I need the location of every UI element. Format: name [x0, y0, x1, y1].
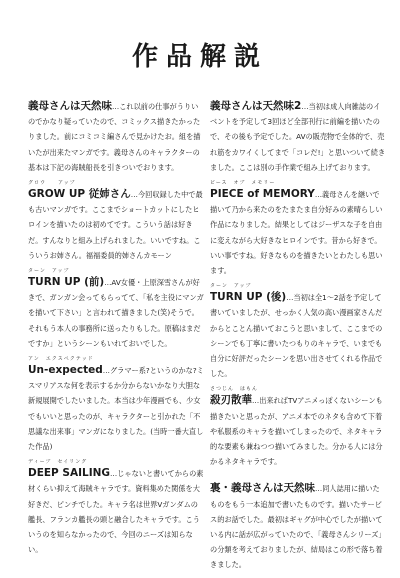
entry-heading: PIECE of MEMORY — [210, 188, 315, 201]
entry-text: …今回収録した中で最も古いマンガです。ここまでショートカットにしたヒロインを描いたのは初めてです。こういう話は好きだ。すんなりと組み上げられました。いいですね。こういうお姉さん。福福委員的姉さんカモーン — [28, 190, 203, 260]
entry-8 — [210, 283, 386, 380]
entry-9 — [210, 386, 386, 468]
left-column — [28, 92, 204, 562]
entry-heading: DEEP SAILING — [28, 467, 111, 480]
entry-4 — [28, 356, 204, 453]
entry-heading: 義母さんは天然味 — [28, 100, 112, 112]
entry-3 — [28, 268, 204, 350]
entry-1 — [28, 92, 204, 174]
entry-text: …当初は成人向雑誌のイベントを予定して3回ほど全部刊行に前編を描いたので、その後も予定でした。AVの販売物で全体的で、売れ筋をカワイくしてまで「コレだ!」と思いついて続きました。ここは別の手作業で組み上げております。 — [210, 102, 386, 172]
entry-heading: 殺刃散華 — [210, 394, 252, 407]
entry-text: …じゃないと書いてからの素材くらい抑えて海賊キャラです。資料集めた関係を大好きだ、ピンチでした。キャラ名は世界Vガンダムの艦長、フランカ艦長の頭と融合したキャラです。こういうのを知らなかったので、今回のニーズは知らない。 — [28, 469, 204, 555]
page-title: 作品解説 — [131, 42, 268, 72]
entry-text: …これ以前の仕事がうりいのでかなり疑っていたので、コミックス描きたかったりました。前にコミコミ編さんで見かけたお。組を描いたが出来たマンガです。義母さんのキャラクターの基本は下記の海賊船長を引きついでおります。 — [28, 102, 201, 172]
entry-text: …グラマー系?というのかな?ミスマリアスな何を表示するか分からないかなり大胆な新規展開でしたいました。本当は少年漫画でも、少女でもいいと思ったのが、キャラクターと引かれた「不思議な出来事」マンガになりました。(当時一番大直した作品) — [28, 366, 204, 452]
entry-ruby: ターン アップ — [210, 283, 252, 290]
entry-text: …当初は全1～2話を予定して書いていましたが、せっかく人気の高い漫画家さんだからとことん描いておこうと思いまして、ここまでのシーンでも丁寧に書いたつもりのキャラで、いまでも自分に好評だったシーンを思い出させてくれる作品でした。 — [210, 293, 383, 379]
entry-5 — [28, 459, 204, 556]
entry-ruby: ターン アップ — [28, 268, 70, 275]
entry-ruby: アン エクスペクテッド — [28, 356, 94, 363]
entry-text: …出来ればTVアニメっぽくないシーンも描きたいと思ったが、アニメ本でのネタも含めて下着や私服系のキャラを描いてしまったので、ネタキャラ的な要素も兼ねつつ描いてみました。分かる人には分かるネタキャラです。 — [210, 396, 383, 467]
entry-ruby: ディープ セイリング — [28, 459, 88, 466]
entry-10 — [210, 474, 386, 571]
entry-text: …同人誌用に描いたものをもう一本追加で書いたものです。描いたサービス的お話でした。最初はギャグが中心でしたが描いている内に話が広がっていたので、「義母さんシリーズ」の分類を考えておりましたが、結局はこの形で落ち着きました。 — [210, 484, 386, 570]
entry-heading: TURN UP (前) — [28, 276, 105, 289]
entry-6 — [210, 92, 386, 174]
entry-heading: 義母さんは天然味2 — [210, 100, 302, 112]
entry-ruby: さつじん はもん — [210, 386, 259, 393]
entry-7 — [210, 180, 386, 277]
entry-ruby: グロウ アップ — [28, 180, 76, 187]
entry-ruby: ピース オブ メモリー — [210, 180, 276, 187]
right-column — [210, 92, 386, 578]
entry-heading: 裏・義母さんは天然味 — [210, 482, 315, 495]
entry-text: …義母さんを継いで描いて乃から来たのをたまたま自分好みの素晴らしい作品になりました。結果としてはジーザスな子を自由に変えながら大好きなヒロインです。昔から好きで。いい事ですね。好きなものを描きたいとわたしも思います。 — [210, 190, 383, 276]
entry-2 — [28, 180, 204, 262]
entry-heading: GROW UP 従姉さん — [28, 188, 131, 201]
entry-heading: Un-expected — [28, 364, 103, 377]
entry-heading: TURN UP (後) — [210, 291, 287, 304]
entry-text: …AV女優・上原深雪さんが好きで、ガンガン会ってもらってて、「私を主役にマンガを描いて下さい」と言われて描きました(笑)そうで。それもう本人の事務所に送ったりもした。原稿はまだですか」というシーンもいれておいでした。 — [28, 278, 204, 348]
